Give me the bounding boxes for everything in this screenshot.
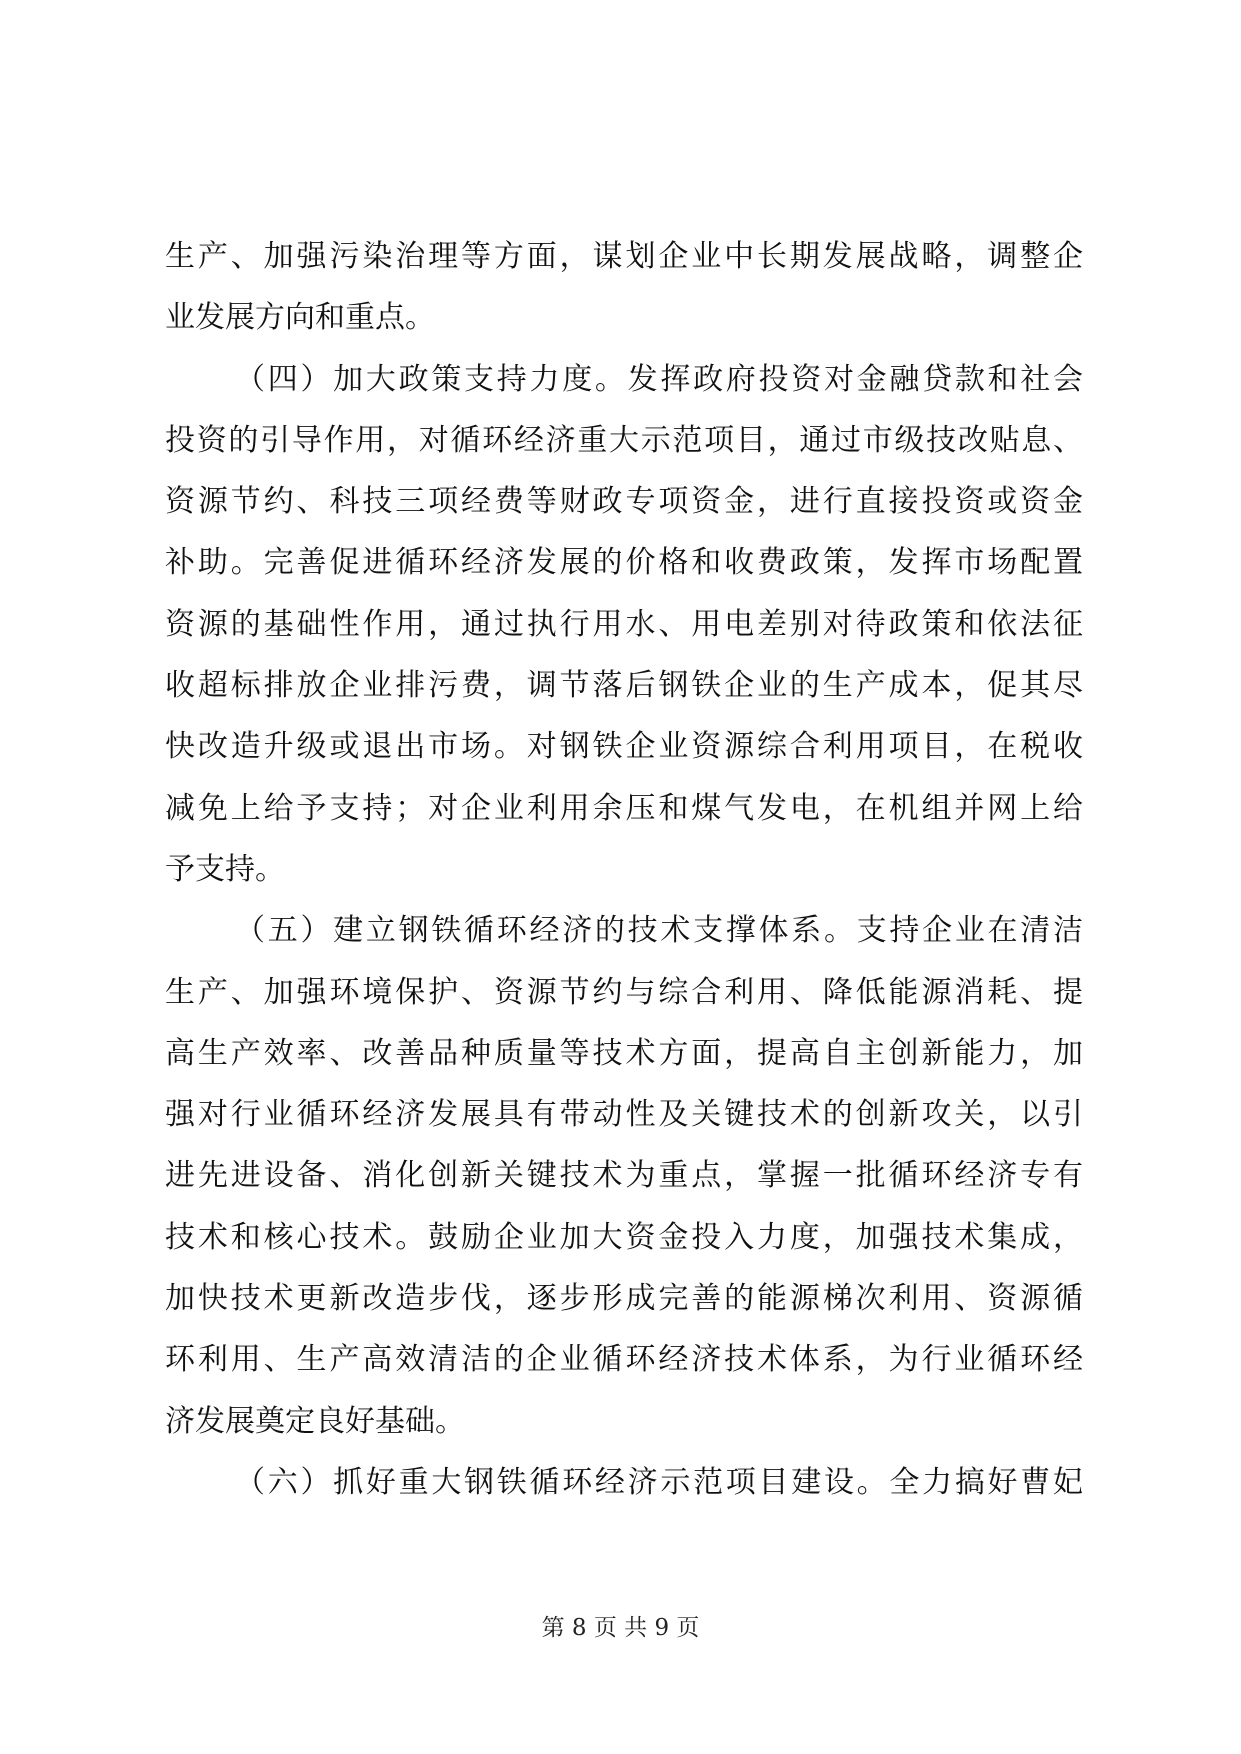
text-line: 予支持。	[165, 851, 285, 887]
text-line: （五）建立钢铁循环经济的技术支撑体系。支持企业在清洁	[235, 913, 1083, 949]
text-line: （六）抓好重大钢铁循环经济示范项目建设。全力搞好曹妃	[235, 1464, 1083, 1500]
text-line: 补助。完善促进循环经济发展的价格和收费政策，发挥市场配置	[165, 545, 1083, 581]
text-line: 收超标排放企业排污费，调节落后钢铁企业的生产成本，促其尽	[165, 668, 1083, 704]
text-line: 技术和核心技术。鼓励企业加大资金投入力度，加强技术集成，	[165, 1219, 1083, 1255]
text-line: 资源节约、科技三项经费等财政专项资金，进行直接投资或资金	[165, 484, 1083, 520]
text-line: 快改造升级或退出市场。对钢铁企业资源综合利用项目，在税收	[165, 729, 1083, 765]
text-line: 进先进设备、消化创新关键技术为重点，掌握一批循环经济专有	[165, 1158, 1083, 1194]
text-line: 环利用、生产高效清洁的企业循环经济技术体系，为行业循环经	[165, 1342, 1083, 1378]
text-line: 济发展奠定良好基础。	[165, 1403, 465, 1439]
text-line: 高生产效率、改善品种质量等技术方面，提高自主创新能力，加	[165, 1035, 1083, 1071]
text-line: 加快技术更新改造步伐，逐步形成完善的能源梯次利用、资源循	[165, 1281, 1083, 1317]
text-line: 强对行业循环经济发展具有带动性及关键技术的创新攻关，以引	[165, 1097, 1083, 1133]
document-body	[165, 226, 1083, 1513]
text-line: 投资的引导作用，对循环经济重大示范项目，通过市级技改贴息、	[165, 422, 1083, 458]
text-line: （四）加大政策支持力度。发挥政府投资对金融贷款和社会	[235, 361, 1083, 397]
text-line: 减免上给予支持；对企业利用余压和煤气发电，在机组并网上给	[165, 790, 1083, 826]
text-line: 生产、加强污染治理等方面，谋划企业中长期发展战略，调整企	[165, 239, 1083, 274]
text-line: 资源的基础性作用，通过执行用水、用电差别对待政策和依法征	[165, 606, 1083, 642]
text-line: 业发展方向和重点。	[165, 300, 435, 336]
text-line: 生产、加强环境保护、资源节约与综合利用、降低能源消耗、提	[165, 974, 1083, 1010]
page-footer: 第 8 页 共 9 页	[541, 1615, 700, 1641]
